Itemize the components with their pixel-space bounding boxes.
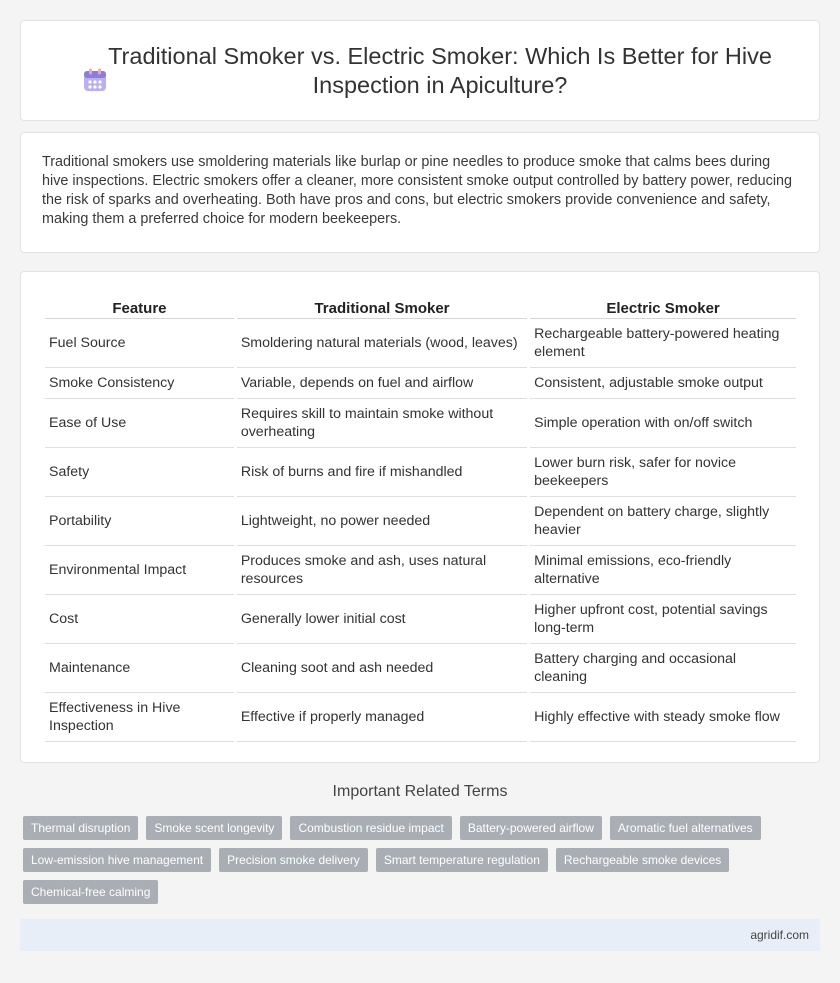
related-term-tag[interactable]: Smoke scent longevity (146, 816, 282, 840)
comparison-card (20, 271, 820, 763)
table-row (45, 399, 796, 448)
comparison-table (42, 296, 799, 742)
electric-cell: Minimal emissions, eco-friendly alternative (530, 546, 796, 595)
electric-cell: Consistent, adjustable smoke output (530, 368, 796, 399)
electric-cell: Highly effective with steady smoke flow (530, 693, 796, 742)
traditional-cell: Effective if properly managed (237, 693, 527, 742)
traditional-cell: Smoldering natural materials (wood, leaves) (237, 319, 527, 368)
electric-cell: Lower burn risk, safer for novice beekeepers (530, 448, 796, 497)
traditional-cell: Cleaning soot and ash needed (237, 644, 527, 693)
table-row (45, 546, 796, 595)
electric-cell: Dependent on battery charge, slightly heavier (530, 497, 796, 546)
feature-cell: Effectiveness in Hive Inspection (45, 693, 234, 742)
feature-cell: Portability (45, 497, 234, 546)
related-terms-heading: Important Related Terms (332, 783, 508, 800)
feature-cell: Smoke Consistency (45, 368, 234, 399)
traditional-cell: Risk of burns and fire if mishandled (237, 448, 527, 497)
table-row (45, 595, 796, 644)
feature-cell: Environmental Impact (45, 546, 234, 595)
related-term-tag[interactable]: Smart temperature regulation (376, 848, 548, 872)
summary-text: Traditional smokers use smoldering materials like burlap or pine needles to produce smoke that calms bees during hive inspections. Electric smokers offer a cleaner, more consistent smoke output controlled by battery power, reducing the risk of sparks and overheating. Both have pros and cons, but electric smokers provide convenience and safety, making them a preferred choice for modern beekeepers. (42, 154, 793, 227)
feature-cell: Cost (45, 595, 234, 644)
page-title: Traditional Smoker vs. Electric Smoker: Which Is Better for Hive Inspection in Apiculture? (108, 42, 772, 98)
traditional-cell: Variable, depends on fuel and airflow (237, 368, 527, 399)
feature-cell: Ease of Use (45, 399, 234, 448)
column-header-feature: Feature (45, 296, 234, 319)
table-row (45, 644, 796, 693)
table-row (45, 319, 796, 368)
related-term-tag[interactable]: Precision smoke delivery (219, 848, 368, 872)
table-row (45, 693, 796, 742)
electric-cell: Battery charging and occasional cleaning (530, 644, 796, 693)
electric-cell: Simple operation with on/off switch (530, 399, 796, 448)
table-row (45, 368, 796, 399)
column-header-electric: Electric Smoker (530, 296, 796, 319)
feature-cell: Fuel Source (45, 319, 234, 368)
table-header-row (45, 296, 796, 319)
related-term-tag[interactable]: Combustion residue impact (290, 816, 451, 840)
traditional-cell: Lightweight, no power needed (237, 497, 527, 546)
electric-cell: Rechargeable battery-powered heating element (530, 319, 796, 368)
table-row (45, 448, 796, 497)
related-term-tag[interactable]: Aromatic fuel alternatives (610, 816, 761, 840)
related-term-tag[interactable]: Battery-powered airflow (460, 816, 602, 840)
related-terms-list (23, 816, 813, 912)
feature-cell: Safety (45, 448, 234, 497)
traditional-cell: Requires skill to maintain smoke without overheating (237, 399, 527, 448)
table-row (45, 497, 796, 546)
column-header-traditional: Traditional Smoker (237, 296, 527, 319)
traditional-cell: Generally lower initial cost (237, 595, 527, 644)
electric-cell: Higher upfront cost, potential savings long-term (530, 595, 796, 644)
header-card (20, 20, 820, 121)
related-term-tag[interactable]: Chemical-free calming (23, 880, 158, 904)
summary-card (20, 132, 820, 253)
footer (20, 919, 820, 951)
related-term-tag[interactable]: Low-emission hive management (23, 848, 211, 872)
related-term-tag[interactable]: Rechargeable smoke devices (556, 848, 729, 872)
feature-cell: Maintenance (45, 644, 234, 693)
related-term-tag[interactable]: Thermal disruption (23, 816, 138, 840)
footer-site-link[interactable]: agridif.com (750, 928, 809, 942)
traditional-cell: Produces smoke and ash, uses natural resources (237, 546, 527, 595)
